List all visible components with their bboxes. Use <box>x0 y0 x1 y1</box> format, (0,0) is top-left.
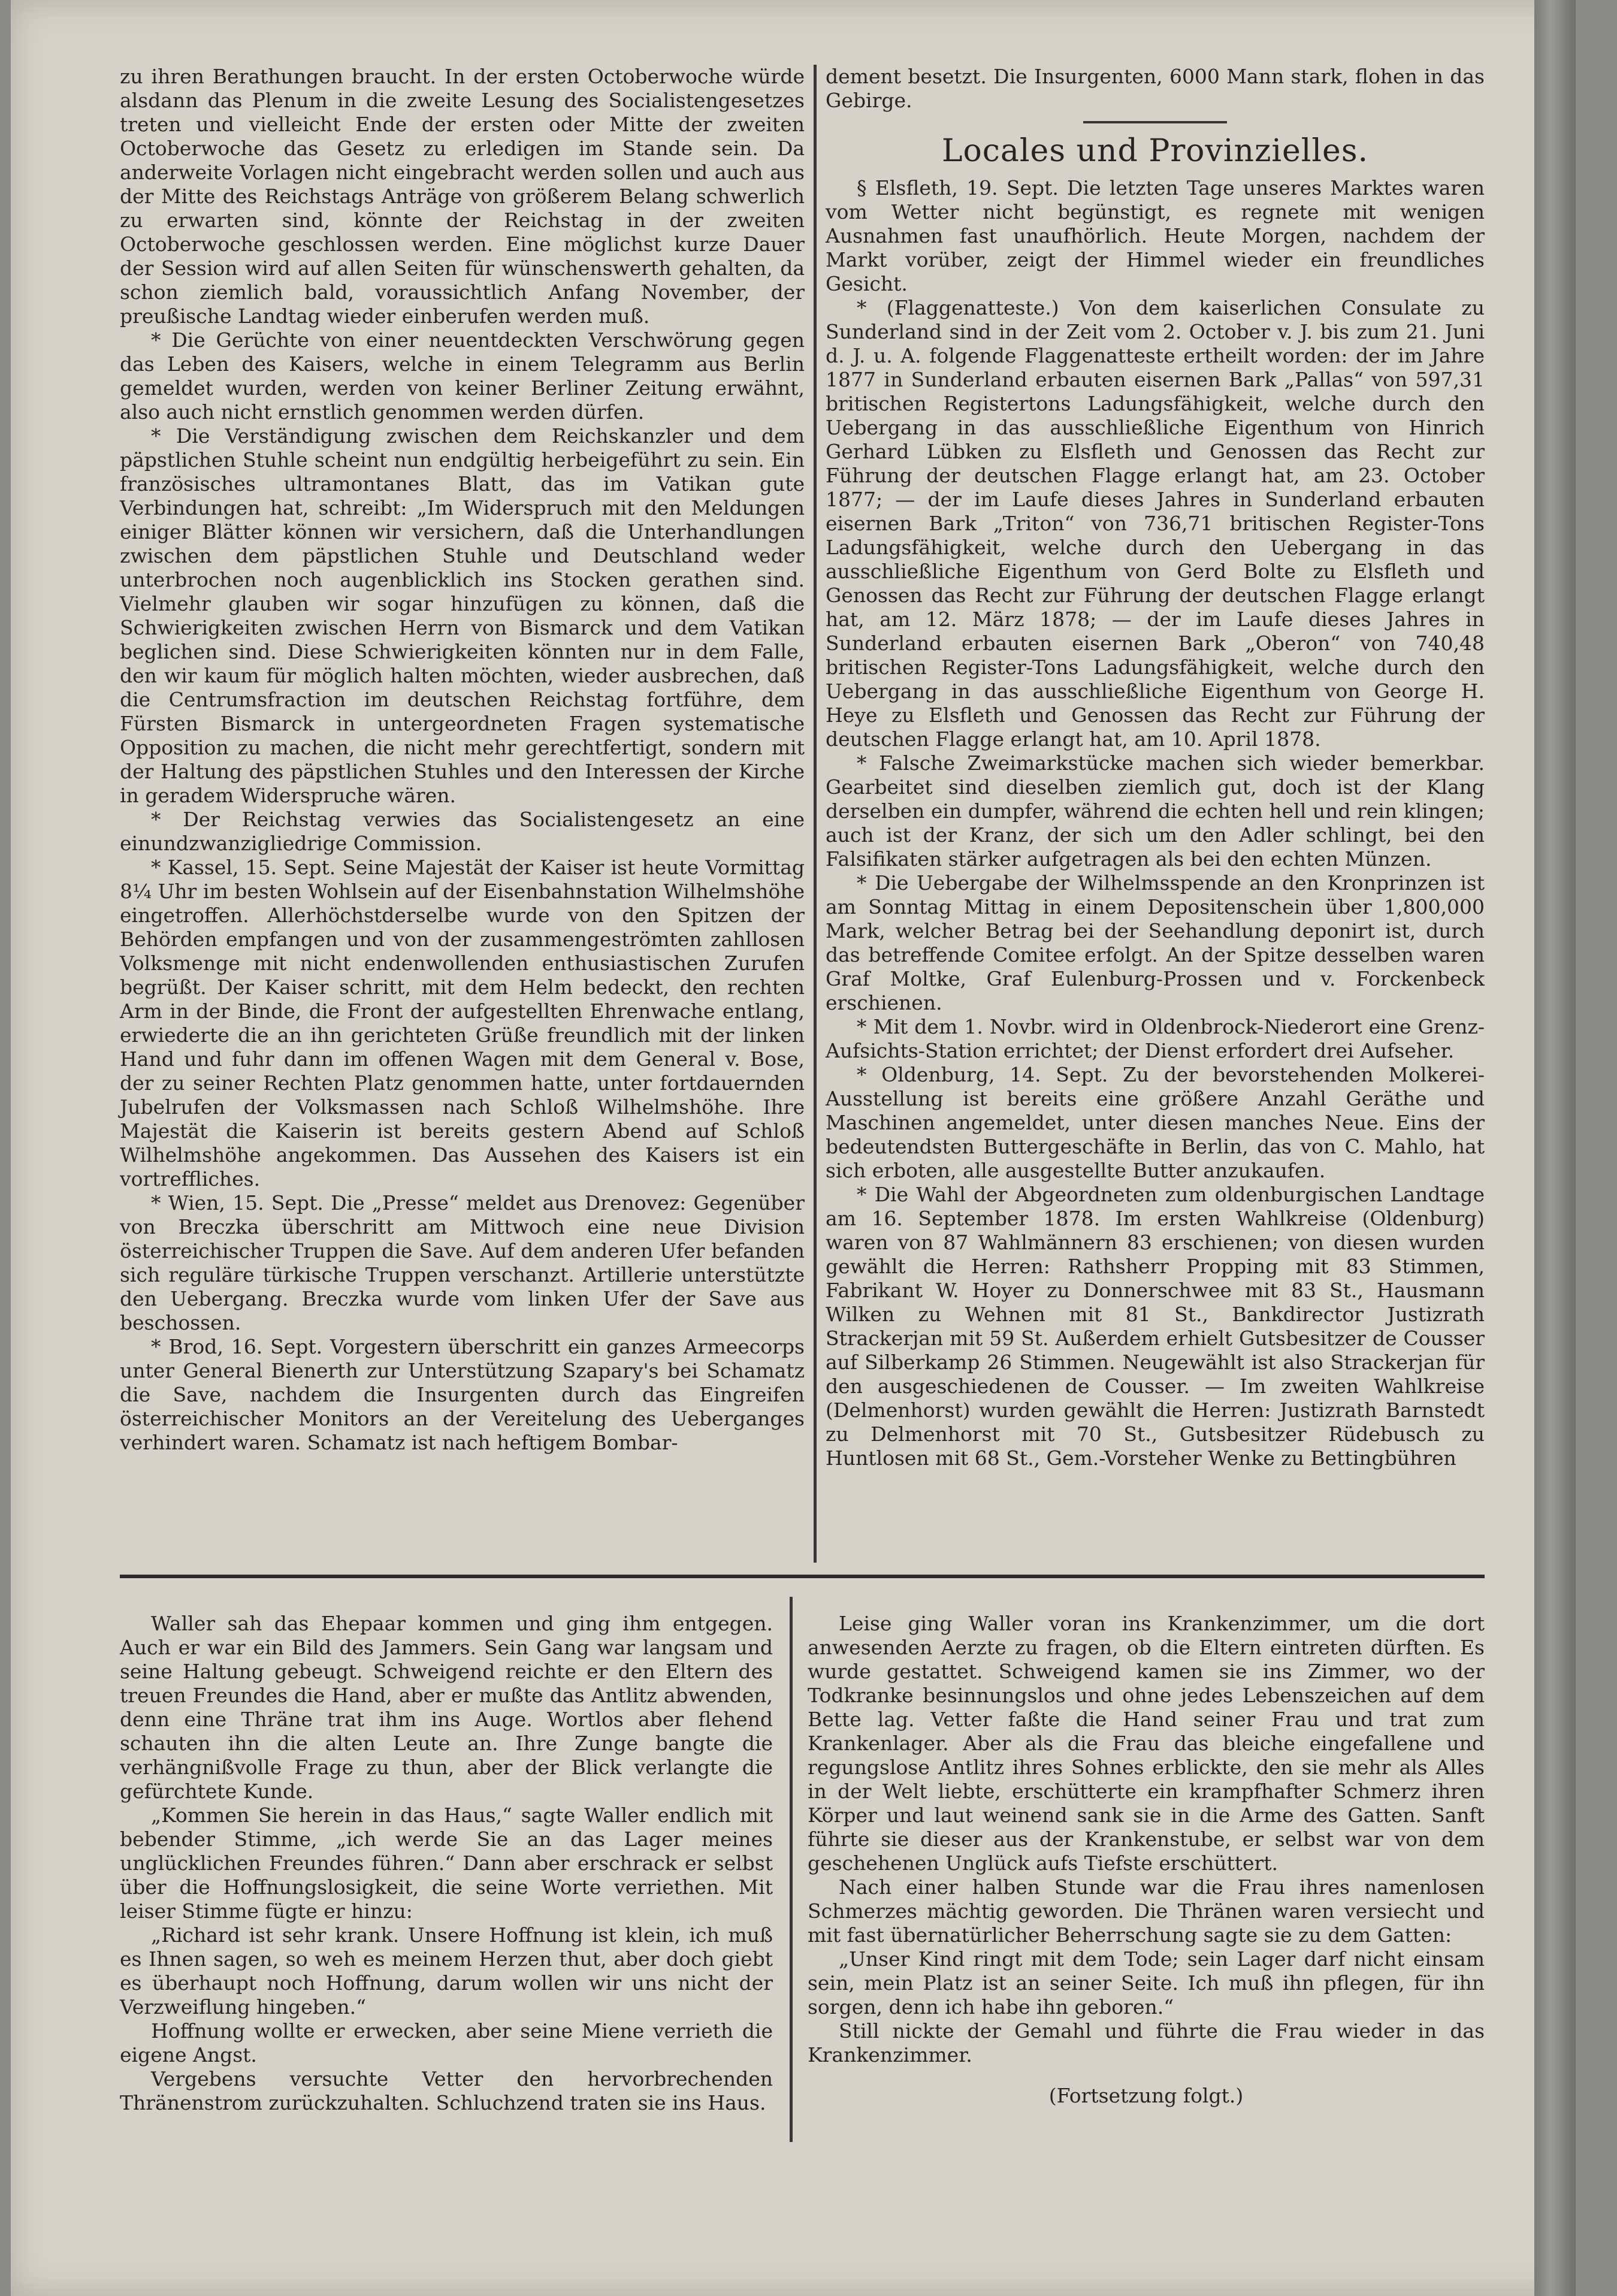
article-paragraph: * Mit dem 1. Novbr. wird in Oldenbrock-Niederort eine Grenz-Aufsichts-Station errichtet; der Dienst erfordert drei Aufseher. <box>826 1015 1485 1062</box>
continuation-note: (Fortsetzung folgt.) <box>1048 2084 1244 2107</box>
story-paragraph: „Richard ist sehr krank. Unsere Hoffnung ist klein, ich muß es Ihnen sagen, so weh es meinem Herzen thut, aber doch giebt es überhaupt noch Hoffnung, darum wollen wir uns nicht der Verzweiflung hingeben.“ <box>120 1923 773 2019</box>
feuilleton-divider <box>120 1575 1485 1578</box>
bottom-column-divider <box>790 1597 793 2142</box>
top-column-divider <box>814 65 817 1563</box>
article-paragraph: * Die Gerüchte von einer neuentdeckten Verschwörung gegen das Leben des Kaisers, welche in einem Telegramm aus Berlin gemeldet wurden, werden von keiner Berliner Zeitung erwähnt, also auch nicht ernstlich genommen werden dürfen. <box>120 328 805 424</box>
section-rule <box>1083 121 1227 123</box>
section-title: Locales und Provinzielles. <box>941 133 1369 169</box>
top-left-column <box>120 65 805 1455</box>
story-paragraph: „Unser Kind ringt mit dem Tode; sein Lager darf nicht einsam sein, mein Platz ist an seiner Seite. Ich muß ihn pflegen, für ihn sorgen, denn ich habe ihn geboren.“ <box>808 1947 1485 2019</box>
article-paragraph: * Die Verständigung zwischen dem Reichskanzler und dem päpstlichen Stuhle scheint nun endgültig herbeigeführt zu sein. Ein französisches ultramontanes Blatt, das im Vatikan gute Verbindungen hat, schreibt: „Im Widerspruch mit den Meldungen einiger Blätter können wir versichern, daß die Unterhandlungen zwischen dem päpstlichen Stuhle und Deutschland weder unterbrochen noch augenblicklich ins Stocken gerathen sind. Vielmehr glauben wir sogar hinzufügen zu können, daß die Schwierigkeiten zwischen Herrn von Bismarck und dem Vatikan beglichen sind. Diese Schwierigkeiten könnten nur in dem Falle, den wir kaum für möglich halten möchten, wieder ausbrechen, daß die Centrumsfraction im deutschen Reichstag fortführe, dem Fürsten Bismarck in untergeordneten Fragen systematische Opposition zu machen, die nicht mehr gerechtfertigt, sondern mit der Haltung des päpstlichen Stuhles und den Interessen der Kirche in geradem Widerspruche wären. <box>120 424 805 807</box>
article-paragraph: * Oldenburg, 14. Sept. Zu der bevorstehenden Molkerei-Ausstellung ist bereits eine größere Anzahl Geräthe und Maschinen angemeldet, unter diesen manches Neue. Eins der bedeutendsten Buttergeschäfte in Berlin, das von C. Mahlo, hat sich erboten, alle ausgestellte Butter anzukaufen. <box>826 1063 1485 1182</box>
article-paragraph: dement besetzt. Die Insurgenten, 6000 Mann stark, flohen in das Gebirge. <box>826 65 1485 112</box>
article-paragraph: § Elsfleth, 19. Sept. Die letzten Tage unseres Marktes waren vom Wetter nicht begünstigt, es regnete mit wenigen Ausnahmen fast unaufhörlich. Heute Morgen, nachdem der Markt vorüber, zeigt der Himmel wieder ein freundliches Gesicht. <box>826 176 1485 295</box>
story-paragraph: Nach einer halben Stunde war die Frau ihres namenlosen Schmerzes mächtig geworden. Die Thränen waren versiecht und mit fast übernatürlicher Beherrschung sagte sie zu dem Gatten: <box>808 1875 1485 1947</box>
page-edge <box>1534 0 1576 2296</box>
article-paragraph: * (Flaggenatteste.) Von dem kaiserlichen Consulate zu Sunderland sind in der Zeit vom 2. October v. J. bis zum 21. Juni d. J. u. A. folgende Flaggenatteste ertheilt worden: der im Jahre 1877 in Sunderland erbauten eisernen Bark „Pallas“ von 597,31 britischen Registertons Ladungsfähigkeit, welche durch den Uebergang in das ausschließliche Eigenthum von Hinrich Gerhard Lübken zu Elsfleth und Genossen das Recht zur Führung der deutschen Flagge erlangt hat, am 23. October 1877; — der im Laufe dieses Jahres in Sunderland erbauten eisernen Bark „Triton“ von 736,71 britischen Register-Tons Ladungsfähigkeit, welche durch den Uebergang in das ausschließliche Eigenthum von Gerd Bolte zu Elsfleth und Genossen das Recht zur Führung der deutschen Flagge erlangt hat, am 12. März 1878; — der im Laufe dieses Jahres in Sunderland erbauten eisernen Bark „Oberon“ von 740,48 britischen Register-Tons Ladungsfähigkeit, welche durch den Uebergang in das ausschließliche Eigenthum von George H. Heye zu Elsfleth und Genossen das Recht zur Führung der deutschen Flagge erlangt hat, am 10. April 1878. <box>826 296 1485 751</box>
article-paragraph: * Wien, 15. Sept. Die „Presse“ meldet aus Drenovez: Gegenüber von Breczka überschritt am Mittwoch eine neue Division österreichischer Truppen die Save. Auf dem anderen Ufer befanden sich reguläre türkische Truppen verschanzt. Artillerie unterstützte den Uebergang. Breczka wurde vom linken Ufer der Save aus beschossen. <box>120 1191 805 1334</box>
story-paragraph: Leise ging Waller voran ins Krankenzimmer, um die dort anwesenden Aerzte zu fragen, ob die Eltern eintreten dürften. Es wurde gestattet. Schweigend kamen sie ins Zimmer, wo der Todkranke besinnungslos und ohne jedes Lebenszeichen auf dem Bette lag. Vetter faßte die Hand seiner Frau und trat zum Krankenlager. Aber als die Frau das bleiche eingefallene und regungslose Antlitz ihres Sohnes erblickte, den sie mehr als Alles in der Welt liebte, erschütterte ein krampfhafter Schmerz ihren Körper und laut weinend sank sie in die Arme des Gatten. Sanft führte sie dieser aus der Krankenstube, er selbst war von dem geschehenen Unglück aufs Tiefste erschüttert. <box>808 1612 1485 1875</box>
bottom-left-column <box>120 1612 773 2115</box>
article-paragraph: * Der Reichstag verwies das Socialistengesetz an eine einundzwanzigliedrige Commission. <box>120 808 805 855</box>
article-paragraph: * Die Uebergabe der Wilhelmsspende an den Kronprinzen ist am Sonntag Mittag in einem Depositenschein über 1,800,000 Mark, welcher Betrag bei der Seehandlung deponirt ist, durch das betreffende Comitee erfolgt. An der Spitze desselben waren Graf Moltke, Graf Eulenburg-Prossen und v. Forckenbeck erschienen. <box>826 871 1485 1014</box>
top-right-column <box>826 65 1485 1470</box>
story-paragraph: Still nickte der Gemahl und führte die Frau wieder in das Krankenzimmer. <box>808 2019 1485 2067</box>
story-paragraph: Waller sah das Ehepaar kommen und ging ihm entgegen. Auch er war ein Bild des Jammers. Sein Gang war langsam und seine Haltung gebeugt. Schweigend reichte er den Eltern des treuen Freundes die Hand, aber er mußte das Antlitz abwenden, denn eine Thräne trat ihm ins Auge. Wortlos aber flehend schauten ihn die alten Leute an. Ihre Zunge bangte die verhängnißvolle Frage zu thun, aber der Blick verlangte die gefürchtete Kunde. <box>120 1612 773 1803</box>
article-paragraph: * Kassel, 15. Sept. Seine Majestät der Kaiser ist heute Vormittag 8¼ Uhr im besten Wohlsein auf der Eisenbahnstation Wilhelmshöhe eingetroffen. Allerhöchstderselbe wurde von den Spitzen der Behörden empfangen und von der zusammengeströmten zahllosen Volksmenge mit nicht endenwollenden enthusiastischen Zurufen begrüßt. Der Kaiser schritt, mit dem Helm bedeckt, den rechten Arm in der Binde, die Front der aufgestellten Ehrenwache entlang, erwiederte die an ihn gerichteten Grüße freundlich mit der linken Hand und fuhr dann im offenen Wagen mit dem General v. Bose, der zu seiner Rechten Platz genommen hatte, unter fortdauernden Jubelrufen der Volksmassen nach Schloß Wilhelmshöhe. Ihre Majestät die Kaiserin ist bereits gestern Abend auf Schloß Wilhelmshöhe angekommen. Das Aussehen des Kaisers ist ein vortreffliches. <box>120 856 805 1191</box>
article-paragraph: * Die Wahl der Abgeordneten zum oldenburgischen Landtage am 16. September 1878. Im ersten Wahlkreise (Oldenburg) waren von 87 Wahlmännern 83 erschienen; von diesen wurden gewählt die Herren: Rathsherr Propping mit 83 Stimmen, Fabrikant W. Hoyer zu Donnerschwee mit 83 St., Hausmann Wilken zu Wehnen mit 81 St., Bankdirector Justizrath Strackerjan mit 59 St. Außerdem erhielt Gutsbesitzer de Cousser auf Silberkamp 26 Stimmen. Neugewählt ist also Strackerjan für den ausgeschiedenen de Cousser. — Im zweiten Wahlkreise (Delmenhorst) wurden gewählt die Herren: Justizrath Barnstedt zu Delmenhorst mit 70 St., Gutsbesitzer Rüdebusch zu Huntlosen mit 68 St., Gem.-Vorsteher Wenke zu Bettingbühren <box>826 1183 1485 1470</box>
article-paragraph: * Falsche Zweimarkstücke machen sich wieder bemerkbar. Gearbeitet sind dieselben ziemlich gut, doch ist der Klang derselben ein dumpfer, während die echten hell und rein klingen; auch ist der Kranz, der sich um den Adler schlingt, bei den Falsifikaten stärker aufgetragen als bei den echten Münzen. <box>826 751 1485 871</box>
newspaper-page <box>11 0 1576 2296</box>
story-paragraph: Hoffnung wollte er erwecken, aber seine Miene verrieth die eigene Angst. <box>120 2019 773 2067</box>
article-paragraph: * Brod, 16. Sept. Vorgestern überschritt ein ganzes Armeecorps unter General Bienerth zur Unterstützung Szapary's bei Schamatz die Save, nachdem die Insurgenten durch das Eingreifen österreichischer Monitors an der Vereitelung des Ueberganges verhindert waren. Schamatz ist nach heftigem Bombar- <box>120 1335 805 1454</box>
article-paragraph: zu ihren Berathungen braucht. In der ersten Octoberwoche würde alsdann das Plenum in die zweite Lesung des Socialistengesetzes treten und vielleicht Ende der ersten oder Mitte der zweiten Octoberwoche das Gesetz zu erledigen im Stande sein. Da anderweite Vorlagen nicht eingebracht werden sollen und auch aus der Mitte des Reichstags Anträge von größerem Belang schwerlich zu erwarten sind, könnte der Reichstag in der zweiten Octoberwoche geschlossen werden. Eine möglichst kurze Dauer der Session wird auf allen Seiten für wünschenswerth gehalten, da schon ziemlich bald, voraussichtlich Anfang November, der preußische Landtag wieder einberufen werden muß. <box>120 65 805 328</box>
story-paragraph: „Kommen Sie herein in das Haus,“ sagte Waller endlich mit bebender Stimme, „ich werde Sie an das Lager meines unglücklichen Freundes führen.“ Dann aber erschrack er selbst über die Hoffnungslosigkeit, die seine Worte verriethen. Mit leiser Stimme fügte er hinzu: <box>120 1803 773 1923</box>
story-paragraph: Vergebens versuchte Vetter den hervorbrechenden Thränenstrom zurückzuhalten. Schluchzend traten sie ins Haus. <box>120 2067 773 2114</box>
bottom-right-column <box>808 1612 1485 2108</box>
